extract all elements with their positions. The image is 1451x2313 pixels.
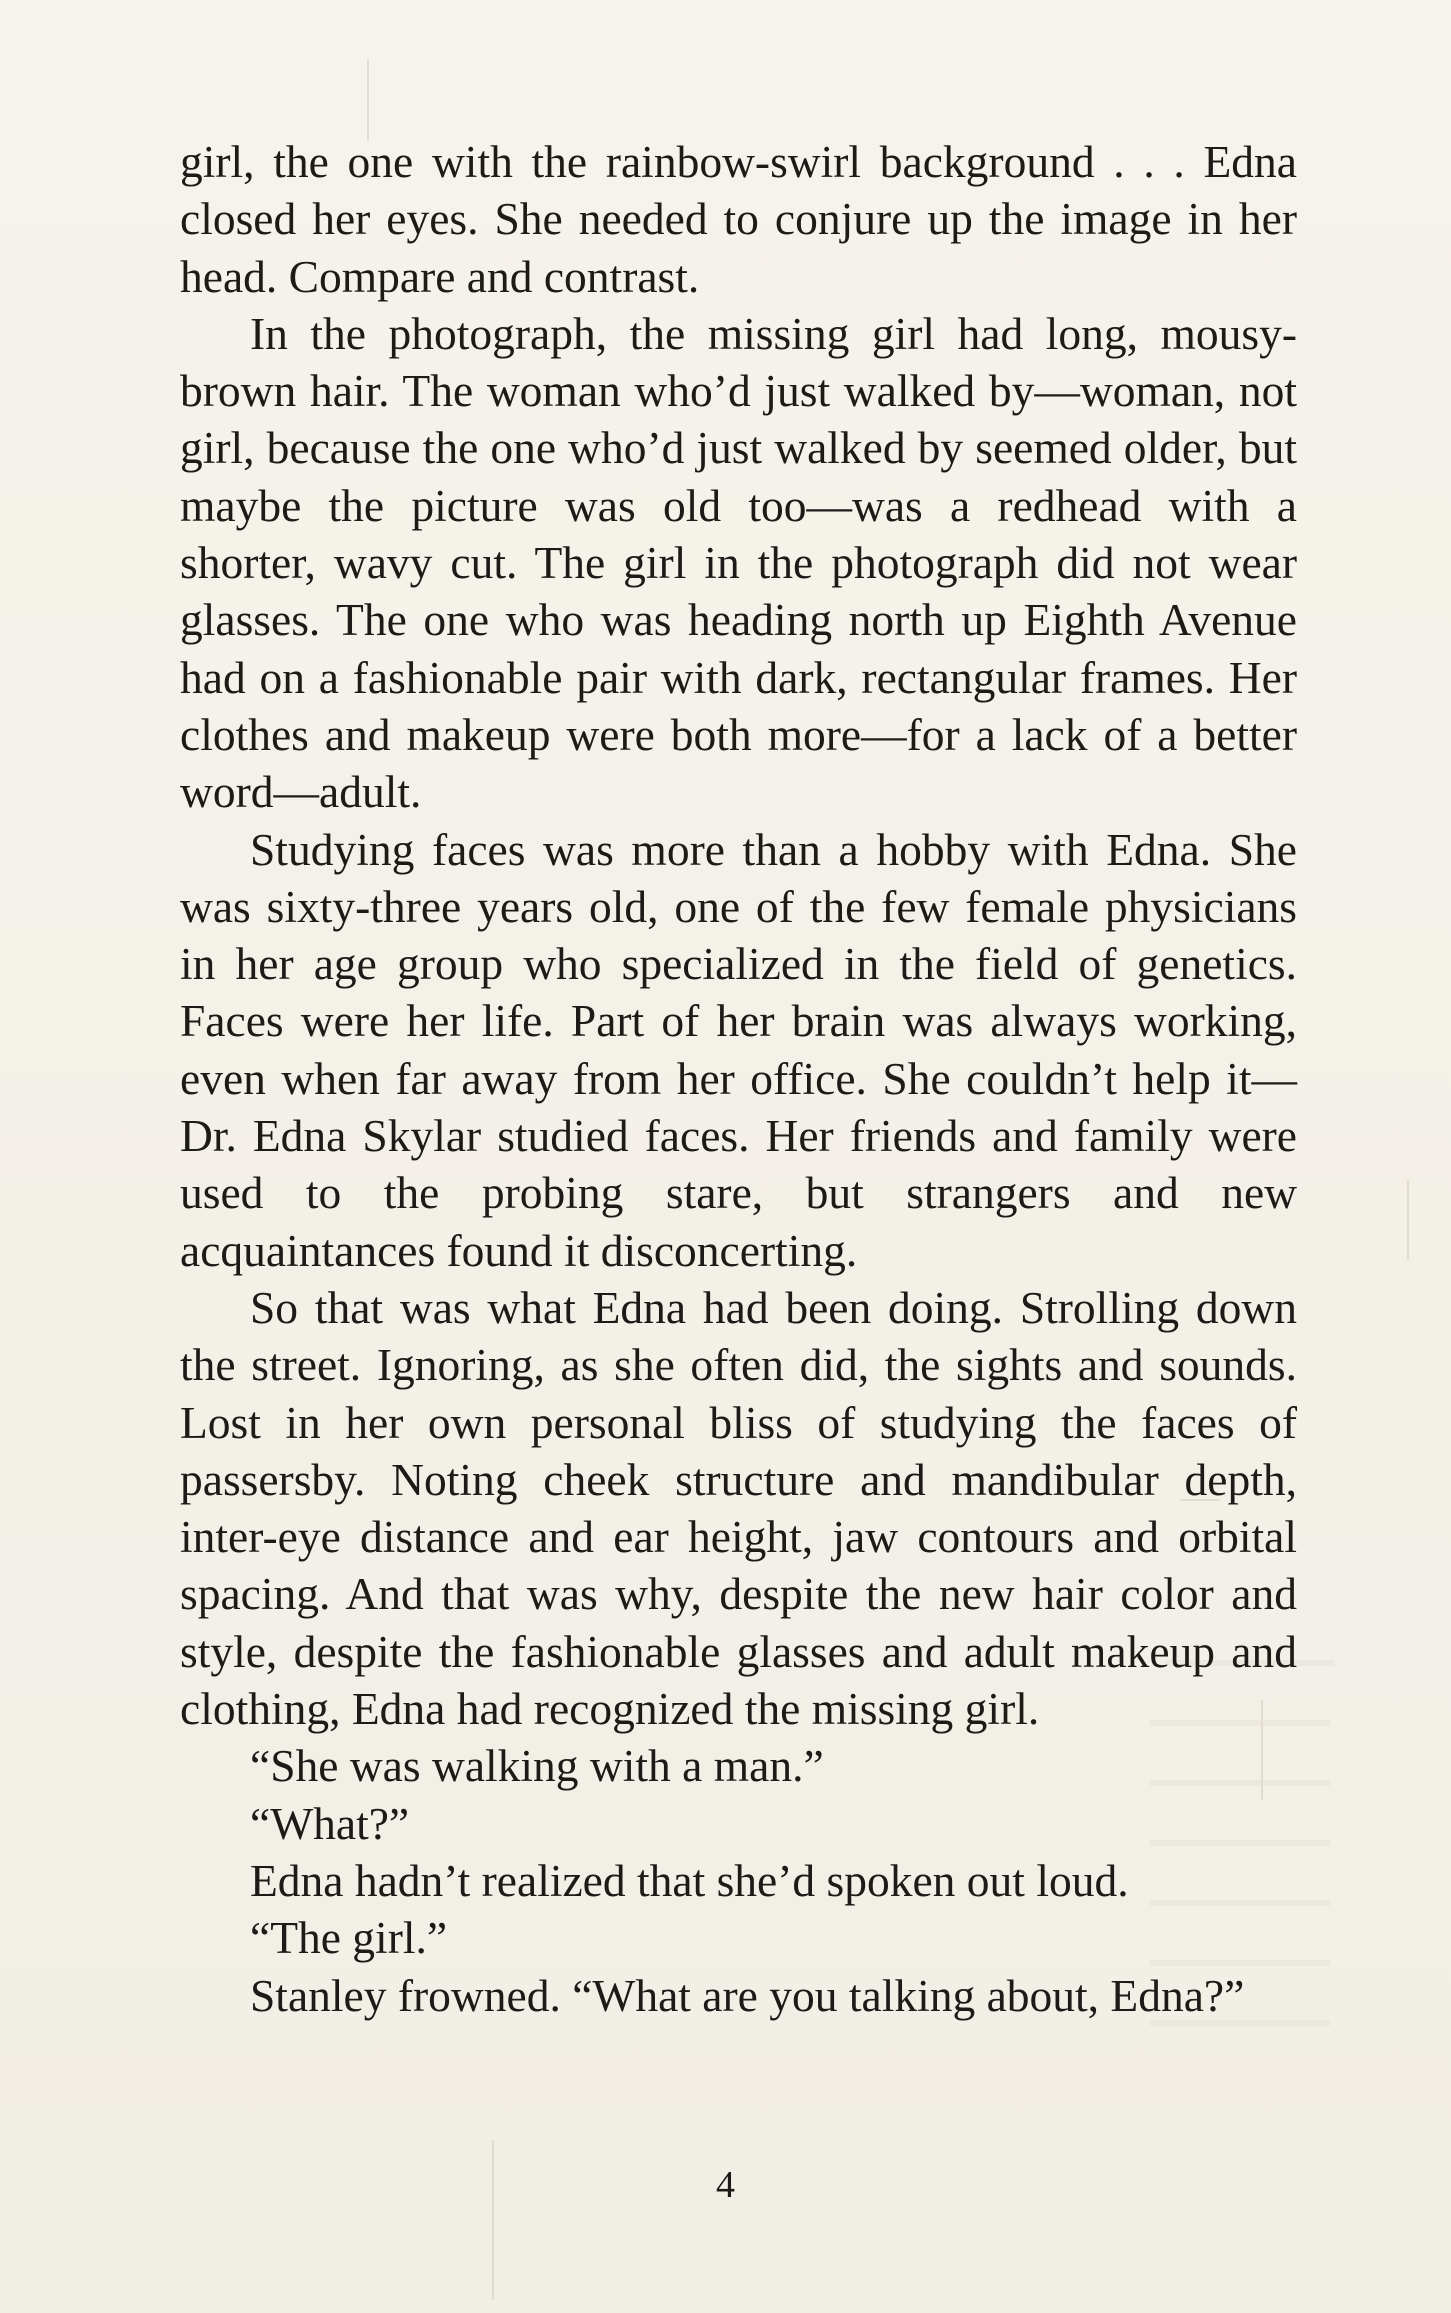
- paragraph: girl, the one with the rainbow-swirl background . . . Edna closed her eyes. She needed to conjure up the image in her head. Compare and contrast.: [180, 136, 1297, 302]
- paragraph: “What?”: [250, 1797, 410, 1849]
- paragraph: Stanley frowned. “What are you talking about, Edna?”: [250, 1969, 1245, 2021]
- paragraph: Studying faces was more than a hobby with Edna. She was sixty-three years old, one of the few female physicians in her age group who specialized in the field of genetics. Faces were her life. Part of her brain was always working, even when far away from her office. She couldn’t help it—Dr. Edna Skylar studied faces. Her friends and family were used to the probing stare, but strangers and new acquaintances found it disconcerting.: [180, 823, 1297, 1276]
- body-text: [180, 133, 1297, 2024]
- paragraph: “The girl.”: [250, 1912, 448, 1964]
- paragraph: Edna hadn’t realized that she’d spoken out loud.: [250, 1854, 1129, 1906]
- page-number: 4: [716, 2164, 735, 2206]
- paragraph: In the photograph, the missing girl had long, mousy-brown hair. The woman who’d just walked by—woman, not girl, because the one who’d just walked by seemed older, but maybe the picture was old too—was a redhead with a shorter, wavy cut. The girl in the photograph did not wear glasses. The one who was heading north up Eighth Avenue had on a fashionable pair with dark, rectangular frames. Her clothes and makeup were both more—for a lack of a better word—adult.: [180, 307, 1297, 818]
- paragraph: So that was what Edna had been doing. Strolling down the street. Ignoring, as she often did, the sights and sounds. Lost in her own personal bliss of studying the faces of passersby. Noting cheek structure and mandibular depth, inter-eye distance and ear height, jaw contours and orbital spacing. And that was why, despite the new hair color and style, despite the fashionable glasses and adult makeup and clothing, Edna had recognized the missing girl.: [180, 1281, 1297, 1735]
- paragraph: “She was walking with a man.”: [250, 1740, 824, 1792]
